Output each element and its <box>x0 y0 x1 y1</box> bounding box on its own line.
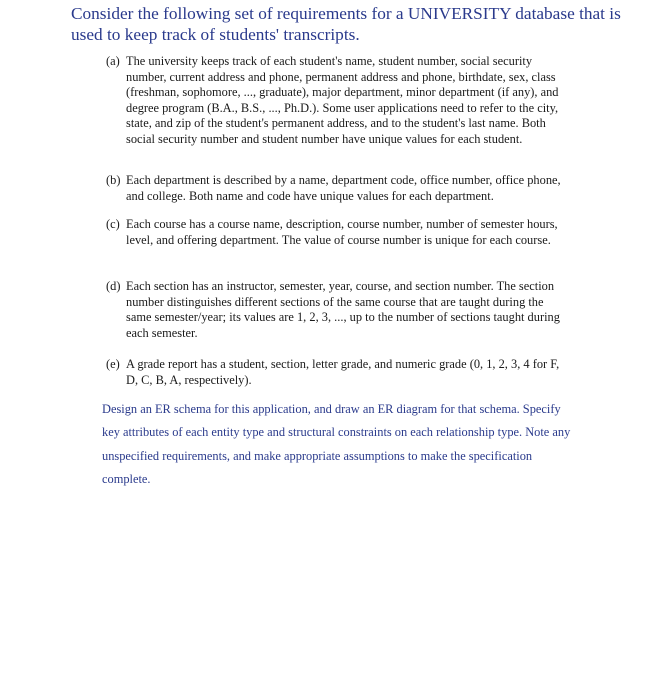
design-instruction: Design an ER schema for this application, and draw an ER diagram for that schema. Specify key attributes of each entity type and structural constraints on each relationship type. Note any unspecified requirements, and make appropriate assumptions to make the specification complete. <box>102 402 571 486</box>
requirement-e <box>106 357 564 388</box>
requirement-label: (c) <box>106 217 120 231</box>
requirement-text: Each section has an instructor, semester, year, course, and section number. The section number distinguishes different sections of the same course that are taught during the same semester/year; its values are 1, 2, 3, ..., up to the number of sections taught during each semester. <box>126 279 560 340</box>
requirement-text: The university keeps track of each student's name, student number, social security number, current address and phone, permanent address and phone, birthdate, sex, class (freshman, sophomore, ..., graduate), major department, minor department (if any), and degree program (B.A., B.S., ..., Ph.D.). Some user applications need to refer to the city, state, and zip of the student's permanent address, and to the student's last name. Both social security number and student number have unique values for each student. <box>126 54 559 146</box>
requirement-d <box>106 279 564 341</box>
intro-paragraph: Consider the following set of requirements for a UNIVERSITY database that is used to keep track of students' transcripts. <box>71 4 621 44</box>
requirement-b <box>106 173 564 204</box>
requirement-label: (b) <box>106 173 121 187</box>
requirement-text: A grade report has a student, section, letter grade, and numeric grade (0, 1, 2, 3, 4 for F, D, C, B, A, respectively). <box>126 357 560 387</box>
requirement-text: Each department is described by a name, department code, office number, office phone, and college. Both name and code have unique values for each department. <box>126 173 561 203</box>
requirement-label: (a) <box>106 54 120 68</box>
requirement-text: Each course has a course name, description, course number, number of semester hours, level, and offering department. The value of course number is unique for each course. <box>126 217 558 247</box>
requirement-a <box>106 54 564 147</box>
requirement-c <box>106 217 564 248</box>
requirement-label: (e) <box>106 357 120 371</box>
requirement-label: (d) <box>106 279 121 293</box>
